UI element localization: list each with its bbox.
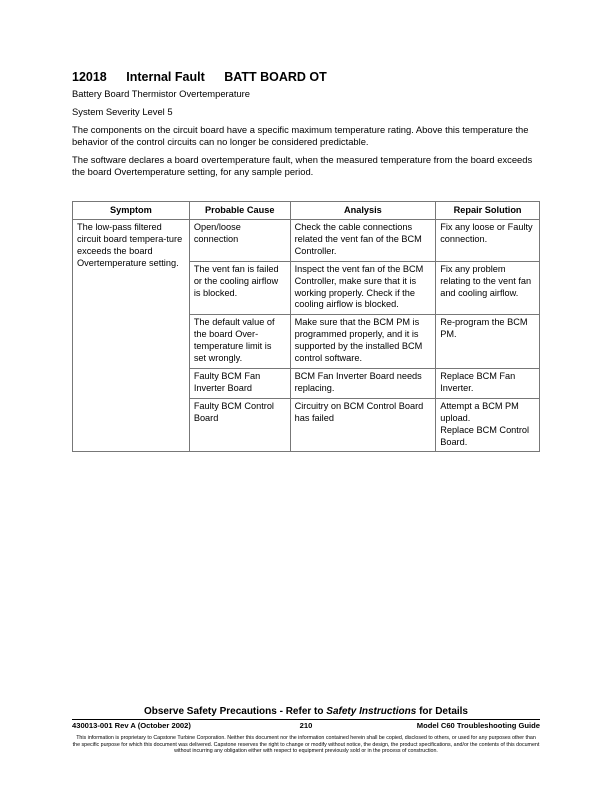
header-repair-solution: Repair Solution (436, 202, 540, 220)
safety-notice (0, 706, 612, 717)
header-symptom: Symptom (73, 202, 190, 220)
table-row (73, 220, 540, 262)
description-paragraph-2: The software declares a board overtemperature fault, when the measured temperature from the board exceeds the board Overtemperature setting, for any sample period. (72, 154, 533, 177)
document-id: 430013-001 Rev A (October 2002) (72, 721, 191, 730)
repair-cell: Fix any loose or Faulty connection. (436, 220, 540, 262)
cause-cell: The default value of the board Over-temperature limit is set wrongly. (189, 315, 290, 369)
repair-cell: Replace BCM Fan Inverter. (436, 368, 540, 398)
fault-subtitle: Battery Board Thermistor Overtemperature (72, 88, 251, 99)
header-analysis: Analysis (290, 202, 436, 220)
safety-prefix: Observe Safety Precautions - Refer to (143, 706, 324, 717)
footer-divider (72, 719, 540, 720)
cause-cell: Open/loose connection (189, 220, 290, 262)
repair-cell: Re-program the BCM PM. (436, 315, 540, 369)
repair-step: Replace BCM Control Board. (440, 424, 530, 447)
cause-cell: Faulty BCM Control Board (189, 398, 290, 452)
severity-level: System Severity Level 5 (72, 106, 173, 117)
analysis-cell: Circuitry on BCM Control Board has failed (290, 398, 436, 452)
guide-title: Model C60 Troubleshooting Guide (416, 721, 540, 730)
fault-name: BATT BOARD OT (224, 70, 327, 84)
symptom-cell: The low-pass filtered circuit board tempera-ture exceeds the board Overtemperature setting. (73, 220, 190, 452)
fault-type: Internal Fault (126, 70, 205, 84)
repair-cell: Fix any problem relating to the vent fan and cooling airflow. (436, 261, 540, 315)
cause-cell: The vent fan is failed or the cooling airflow is blocked. (189, 261, 290, 315)
repair-cell (436, 398, 540, 452)
fault-code: 12018 (72, 70, 107, 84)
table-header-row (73, 202, 540, 220)
fault-title (72, 70, 327, 84)
safety-instructions-ref: Safety Instructions (326, 706, 417, 717)
analysis-cell: Make sure that the BCM PM is programmed properly, and it is supported by the installed BCM control software. (290, 315, 436, 369)
page-number: 210 (299, 721, 313, 730)
analysis-cell: Inspect the vent fan of the BCM Controller, make sure that it is working properly. Check if the cooling airflow is blocked. (290, 261, 436, 315)
cause-cell: Faulty BCM Fan Inverter Board (189, 368, 290, 398)
repair-step: Attempt a BCM PM upload. (440, 400, 519, 423)
analysis-cell: BCM Fan Inverter Board needs replacing. (290, 368, 436, 398)
description-paragraph-1: The components on the circuit board have a specific maximum temperature rating. Above this temperature the behavior of the control circuits can no longer be considered predictable. (72, 124, 529, 147)
analysis-cell: Check the cable connections related the vent fan of the BCM Controller. (290, 220, 436, 262)
troubleshooting-table (72, 201, 540, 452)
header-probable-cause: Probable Cause (189, 202, 290, 220)
safety-suffix: for Details (419, 706, 468, 717)
legal-notice: This information is proprietary to Capstone Turbine Corporation. Neither this document nor the information contained herein shall be copied, disclosed to others, or used for any purposes other than the specific purpose for which this document was delivered. Capstone reserves the right to change or modify without notice, the design, the product specifications, and/or the contents of this document without incurring any obligation either with respect to equipment previously sold or in the process of construction. (72, 735, 540, 755)
